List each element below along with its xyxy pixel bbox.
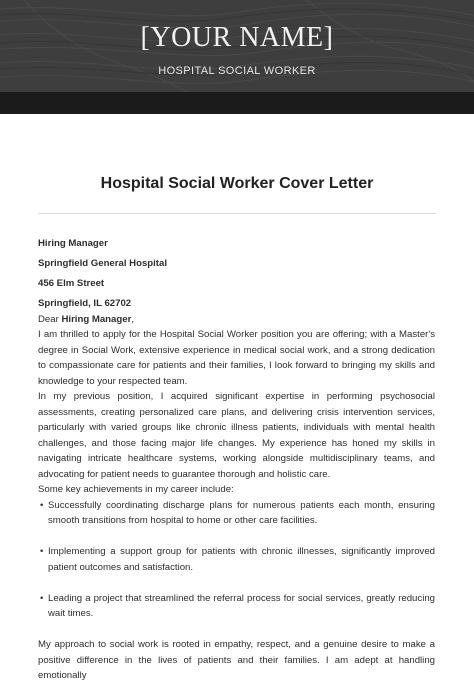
letterhead-header bbox=[0, 0, 474, 92]
recipient-city-state-zip: Springfield, IL 62702 bbox=[38, 298, 132, 309]
title-divider bbox=[38, 213, 436, 214]
paragraph-experience: In my previous position, I acquired significant expertise in performing psychosocial assessments, creating personalized care plans, and delivering crisis intervention services, particularly with varied groups like chronic illness patients, individuals with mental health challenges, and those facing major life changes. My experience has honed my skills in navigating intricate healthcare systems, working alongside multidisciplinary teams, and advocating for patient needs to guarantee thorough and holistic care. bbox=[38, 391, 435, 480]
salutation-prefix: Dear bbox=[38, 313, 62, 325]
achievements-list bbox=[38, 498, 435, 622]
header-band bbox=[0, 92, 474, 114]
document-title: Hospital Social Worker Cover Letter bbox=[100, 175, 374, 192]
salutation bbox=[38, 312, 435, 328]
applicant-name: [YOUR NAME] bbox=[140, 22, 334, 53]
paragraph-intro: I am thrilled to apply for the Hospital Social Worker position you are offering; with a Master's degree in Social Work, extensive experience in medical social work, and a strong dedication to compassionate care for patients and their families, I look forward to bringing my skills and knowledge to your respected team. bbox=[38, 329, 435, 387]
letter-body bbox=[38, 236, 435, 684]
salutation-suffix: , bbox=[131, 313, 134, 325]
applicant-job-title: HOSPITAL SOCIAL WORKER bbox=[158, 65, 316, 77]
recipient-street: 456 Elm Street bbox=[38, 278, 105, 289]
recipient-role: Hiring Manager bbox=[38, 238, 108, 249]
list-item: • Successfully coordinating discharge plans for numerous patients each month, ensuring smooth transitions from hospital to home or other care facilities. bbox=[48, 498, 435, 529]
list-item: • Implementing a support group for patients with chronic illnesses, significantly improved patient outcomes and satisfaction. bbox=[48, 544, 435, 575]
list-item: • Leading a project that streamlined the referral process for social services, greatly reducing wait times. bbox=[48, 591, 435, 622]
achievements-intro: Some key achievements in my career include: bbox=[38, 484, 234, 495]
recipient-organization: Springfield General Hospital bbox=[38, 258, 168, 269]
paragraph-approach: My approach to social work is rooted in empathy, respect, and a genuine desire to make a positive difference in the lives of patients and their families. I am adept at handling emotionally bbox=[38, 639, 435, 681]
salutation-name: Hiring Manager bbox=[61, 313, 132, 325]
